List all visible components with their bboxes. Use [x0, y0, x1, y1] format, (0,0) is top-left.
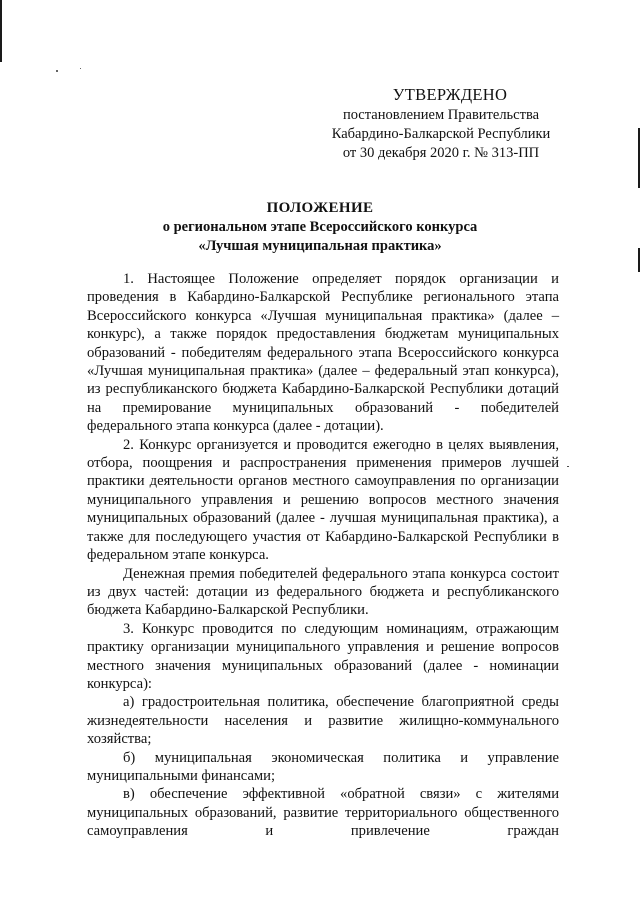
- paragraph-prize: Денежная премия победителей федерального этапа конкурса состоит из двух частей: дотации из федерального бюджета и республиканского бюджета Кабардино-Балкарской Республики.: [87, 565, 559, 619]
- nomination-b: б) муниципальная экономическая политика и управление муниципальными финансами;: [87, 749, 559, 784]
- nomination-a: а) градостроительная политика, обеспечение благоприятной среды жизнедеятельности населения и развитие жилищно-коммунального хозяйства;: [87, 694, 559, 748]
- scan-edge-mark: [0, 0, 2, 62]
- document-title: ПОЛОЖЕНИЕ: [266, 200, 374, 216]
- scan-speck: [56, 70, 58, 72]
- nomination-c: в) обеспечение эффективной «обратной связи» с жителями муниципальных образований, развитие территориального общественного самоуправления и привлечение граждан: [87, 786, 559, 840]
- document-subtitle: «Лучшая муниципальная практика»: [198, 237, 442, 254]
- approval-line: от 30 декабря 2020 г. № 313-ПП: [342, 145, 540, 161]
- approval-heading: УТВЕРЖДЕНО: [392, 85, 508, 104]
- document-body: [87, 270, 559, 841]
- document-subtitle: о региональном этапе Всероссийского конкурса: [162, 219, 478, 235]
- paragraph-2: 2. Конкурс организуется и проводится ежегодно в целях выявления, отбора, поощрения и распространения применения примеров лучшей практики деятельности органов местного самоуправления по организации муниципального управления и решению вопросов местного значения муниципальных образований (далее - лучшая муниципальная практика), а также для последующего участия от Кабардино-Балкарской Республики в федеральном этапе конкурса.: [87, 436, 559, 564]
- approval-stamp-block: [306, 84, 576, 163]
- document-title-block: [120, 198, 520, 255]
- scan-speck: [567, 466, 569, 467]
- scan-speck: [80, 68, 81, 69]
- approval-line: Кабардино-Балкарской Республики: [331, 126, 551, 142]
- approval-line: постановлением Правительства: [342, 107, 540, 123]
- paragraph-1: 1. Настоящее Положение определяет порядок организации и проведения в Кабардино-Балкарской Республике регионального этапа Всероссийского конкурса «Лучшая муниципальная практика» (далее – конкурс), а также порядок предоставления бюджетам муниципальных образований - победителям федерального этапа Всероссийского конкурса «Лучшая муниципальная практика» (далее – федеральный этап конкурса), из республиканского бюджета Кабардино-Балкарской Республики дотаций на премирование муниципальных образований - победителей федерального этапа конкурса (далее - дотации).: [87, 271, 559, 435]
- paragraph-3: 3. Конкурс проводится по следующим номинациям, отражающим практику организации муниципального управления и решение вопросов местного значения муниципальных образований (далее - номинации конкурса):: [87, 620, 559, 692]
